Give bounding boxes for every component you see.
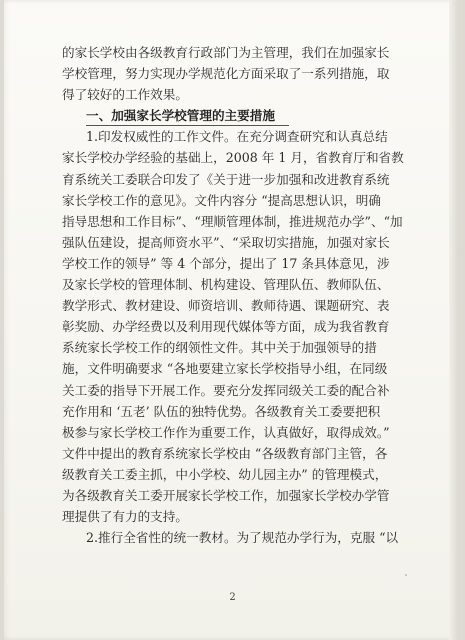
text-line: 家长学校办学经验的基础上，2008 年 1 月，省教育厅和省教 [62, 150, 404, 166]
text-line: 系统家长学校工作的纲领性文件。其中关于加强领导的措 [62, 340, 377, 356]
text-line: 的家长学校由各级教育行政部门为主管理，我们在加强家长 [62, 45, 390, 60]
paper-speck [405, 574, 407, 576]
section-heading-text: 一、加强家长学校管理的主要措施 [86, 108, 275, 124]
text-line: 得了较好的工作效果。 [62, 87, 188, 103]
heading-underline [86, 125, 289, 126]
text-line: 级教育关工委主抓，中小学校、幼儿园主办” 的管理模式， [62, 466, 388, 482]
text-line: 指导思想和工作目标”、“理顺管理体制，推进规范办学”、“加 [62, 213, 403, 229]
text-line: 充作用和 ‘五老’ 队伍的独特优势。各级教育关工委要把积 [62, 403, 381, 419]
text-line: 育系统关工委联合印发了《关于进一步加强和改进教育系统 [62, 171, 390, 187]
text-line: 彰奖励、办学经费以及利用现代媒体等方面，成为我省教育 [62, 319, 390, 335]
paper-edge-shadow [449, 0, 459, 640]
paragraph-start-line: 1.印发权威性的工作文件。在充分调查研究和认真总结 [86, 129, 388, 145]
text-line: 施，文件明确要求 “各地要建立家长学校指导小组，在同级 [62, 361, 388, 377]
text-line: 学校管理，努力实现办学规范化方面采取了一系列措施，取 [62, 66, 390, 82]
text-line: 强队伍建设，提高师资水平”、“采取切实措施，加强对家长 [62, 234, 390, 250]
text-line: 极参与家长学校工作作为重要工作，认真做好，取得成效。” [62, 424, 390, 440]
text-line: 理提供了有力的支持。 [62, 509, 188, 525]
document-body [62, 42, 417, 548]
text-line: 及家长学校的管理体制、机构建设、管理队伍、教师队伍、 [62, 277, 390, 293]
text-line: 文件中提出的教育系统家长学校由 “各级教育部门主管，各 [62, 445, 388, 461]
section-heading [62, 105, 417, 126]
text-line: 为各级教育关工委开展家长学校工作，加强家长学校办学管 [62, 487, 390, 503]
text-line: 家长学校工作的意见》。文件内容分 “提高思想认识，明确 [62, 192, 381, 208]
text-line: 学校工作的领导” 等 4 个部分，提出了 17 条具体意见，涉 [62, 255, 390, 271]
text-line: 关工委的指导下开展工作。要充分发挥同级关工委的配合补 [62, 382, 390, 398]
text-line: 教学形式、教材建设、师资培训、教师待遇、课题研究、表 [62, 298, 390, 314]
page-number: 2 [229, 592, 236, 603]
paragraph-start-line: 2.推行全省性的统一教材。为了规范办学行为，克服 “以 [86, 530, 399, 546]
